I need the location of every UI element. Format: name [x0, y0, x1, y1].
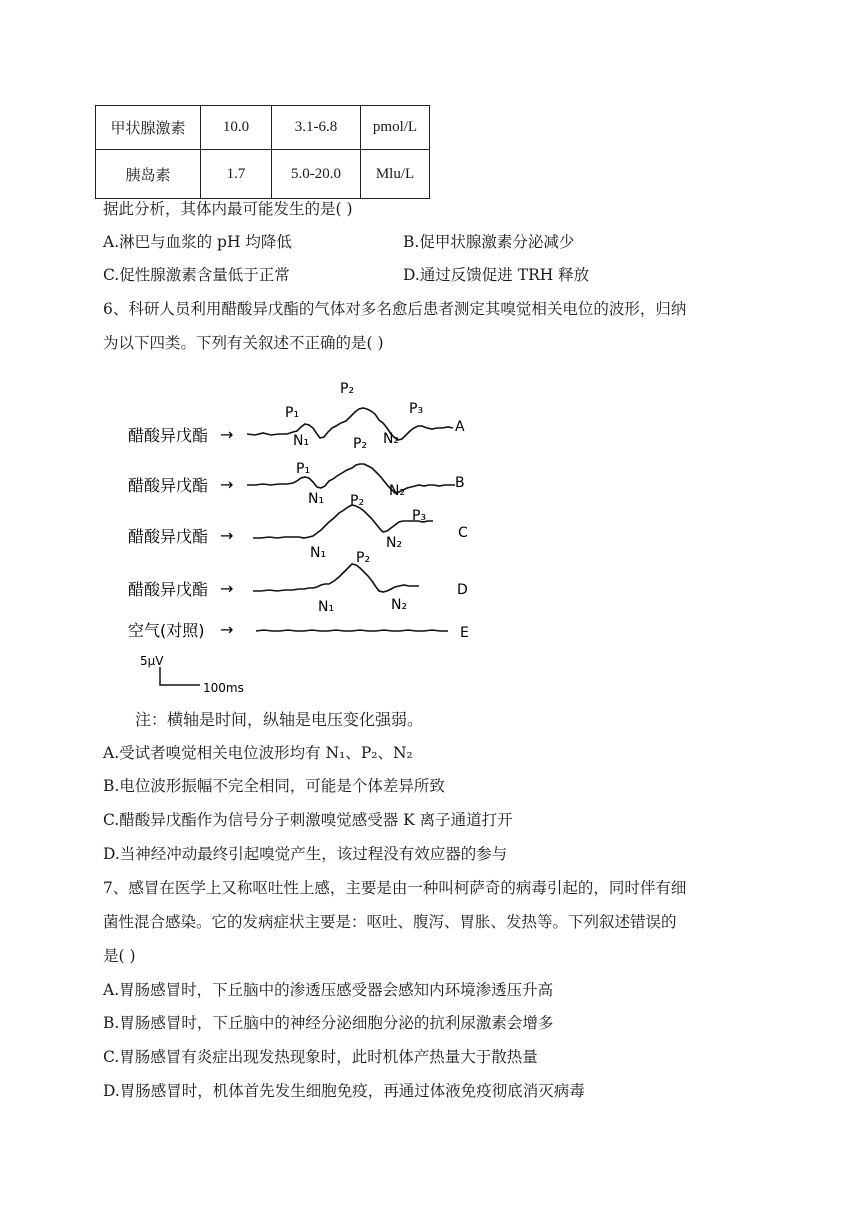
- peak-label-p1: P₁: [296, 461, 311, 477]
- peak-label-p3: P₃: [409, 401, 424, 417]
- table-cell: 5.0-20.0: [272, 150, 361, 199]
- table-cell: 10.0: [201, 106, 272, 150]
- peak-label-p2: P₂: [353, 436, 368, 452]
- q5-option-c: C.促性腺激素含量低于正常: [103, 266, 290, 284]
- q6-option-b: B.电位波形振幅不完全相同，可能是个体差异所致: [103, 777, 445, 795]
- peak-label-n1: N₁: [308, 491, 325, 507]
- stimulus-label: 醋酸异戊酯: [128, 580, 209, 599]
- q6-option-a: A.受试者嗅觉相关电位波形均有 N₁、P₂、N₂: [103, 744, 413, 762]
- q6-option-d: D.当神经冲动最终引起嗅觉产生，该过程没有效应器的参与: [103, 845, 508, 863]
- peak-label-n2: N₂: [386, 535, 403, 551]
- q7-option-c: C.胃肠感冒有炎症出现发热现象时，此时机体产热量大于散热量: [103, 1048, 538, 1066]
- q6-stem-line1: 6、科研人员利用醋酸异戊酯的气体对多名愈后患者测定其嗅觉相关电位的波形，归纳: [103, 300, 687, 318]
- q7-stem-line3: 是( ): [103, 947, 136, 965]
- trace-label-d: D: [457, 582, 468, 598]
- figure-note: 注：横轴是时间，纵轴是电压变化强弱。: [135, 710, 424, 729]
- q6-option-c: C.醋酸异戊酯作为信号分子刺激嗅觉感受器 K 离子通道打开: [103, 811, 513, 829]
- stimulus-label: 醋酸异戊酯: [128, 476, 209, 495]
- q6-stem-line2: 为以下四类。下列有关叙述不正确的是( ): [103, 334, 384, 352]
- q5-option-d: D.通过反馈促进 TRH 释放: [403, 266, 590, 284]
- peak-label-p2: P₂: [356, 550, 371, 566]
- arrow-icon: →: [220, 526, 234, 545]
- stimulus-label: 醋酸异戊酯: [128, 527, 209, 546]
- trace-label-c: C: [458, 525, 468, 541]
- q5-option-a: A.淋巴与血浆的 pH 均降低: [103, 233, 292, 251]
- trace-e: [256, 630, 448, 631]
- q7-option-d: D.胃肠感冒时，机体首先发生细胞免疫，再通过体液免疫彻底消灭病毒: [103, 1082, 585, 1100]
- q5-stem: 据此分析，其体内最可能发生的是( ): [103, 200, 353, 218]
- table-cell: 1.7: [201, 150, 272, 199]
- peak-label-n2: N₂: [391, 597, 408, 613]
- table-row: [96, 106, 430, 150]
- peak-label-n2: N₂: [383, 431, 400, 447]
- q7-stem-line2: 菌性混合感染。它的发病症状主要是：呕吐、腹泻、胃胀、发热等。下列叙述错误的: [103, 913, 677, 931]
- trace-c: [253, 505, 433, 538]
- stimulus-label: 醋酸异戊酯: [128, 426, 209, 445]
- hormone-table: [95, 105, 430, 199]
- peak-label-n2: N₂: [389, 483, 406, 499]
- scale-bar: [160, 667, 200, 685]
- peak-label-p1: P₁: [285, 405, 300, 421]
- q7-option-a: A.胃肠感冒时，下丘脑中的渗透压感受器会感知内环境渗透压升高: [103, 981, 554, 999]
- peak-label-n1: N₁: [318, 599, 335, 615]
- table-cell: 3.1-6.8: [272, 106, 361, 150]
- peak-label-p2: P₂: [340, 381, 355, 397]
- q7-option-b: B.胃肠感冒时，下丘脑中的神经分泌细胞分泌的抗利尿激素会增多: [103, 1014, 554, 1032]
- arrow-icon: →: [220, 425, 234, 444]
- table-cell: pmol/L: [361, 106, 430, 150]
- peak-label-p2: P₂: [350, 493, 365, 509]
- q7-stem-line1: 7、感冒在医学上又称呕吐性上感，主要是由一种叫柯萨奇的病毒引起的，同时伴有细: [103, 879, 687, 897]
- trace-label-b: B: [455, 475, 465, 491]
- scale-time-label: 100ms: [203, 681, 244, 695]
- trace-label-e: E: [460, 625, 469, 641]
- arrow-icon: →: [220, 579, 234, 598]
- table-cell: Mlu/L: [361, 150, 430, 199]
- trace-b: [247, 464, 455, 493]
- peak-label-n1: N₁: [310, 545, 327, 561]
- control-label: 空气(对照): [128, 621, 205, 640]
- trace-label-a: A: [455, 419, 465, 435]
- scale-voltage-label: 5μV: [140, 654, 164, 668]
- arrow-icon: →: [220, 475, 234, 494]
- peak-label-p3: P₃: [412, 508, 427, 524]
- trace-d: [253, 564, 419, 592]
- q5-option-b: B.促甲状腺激素分泌减少: [403, 233, 575, 251]
- table-cell: 胰岛素: [96, 150, 201, 199]
- table-row: [96, 150, 430, 199]
- table-cell: 甲状腺激素: [96, 106, 201, 150]
- arrow-icon: →: [220, 620, 234, 639]
- waveform-figure: [120, 375, 490, 695]
- peak-label-n1: N₁: [293, 433, 310, 449]
